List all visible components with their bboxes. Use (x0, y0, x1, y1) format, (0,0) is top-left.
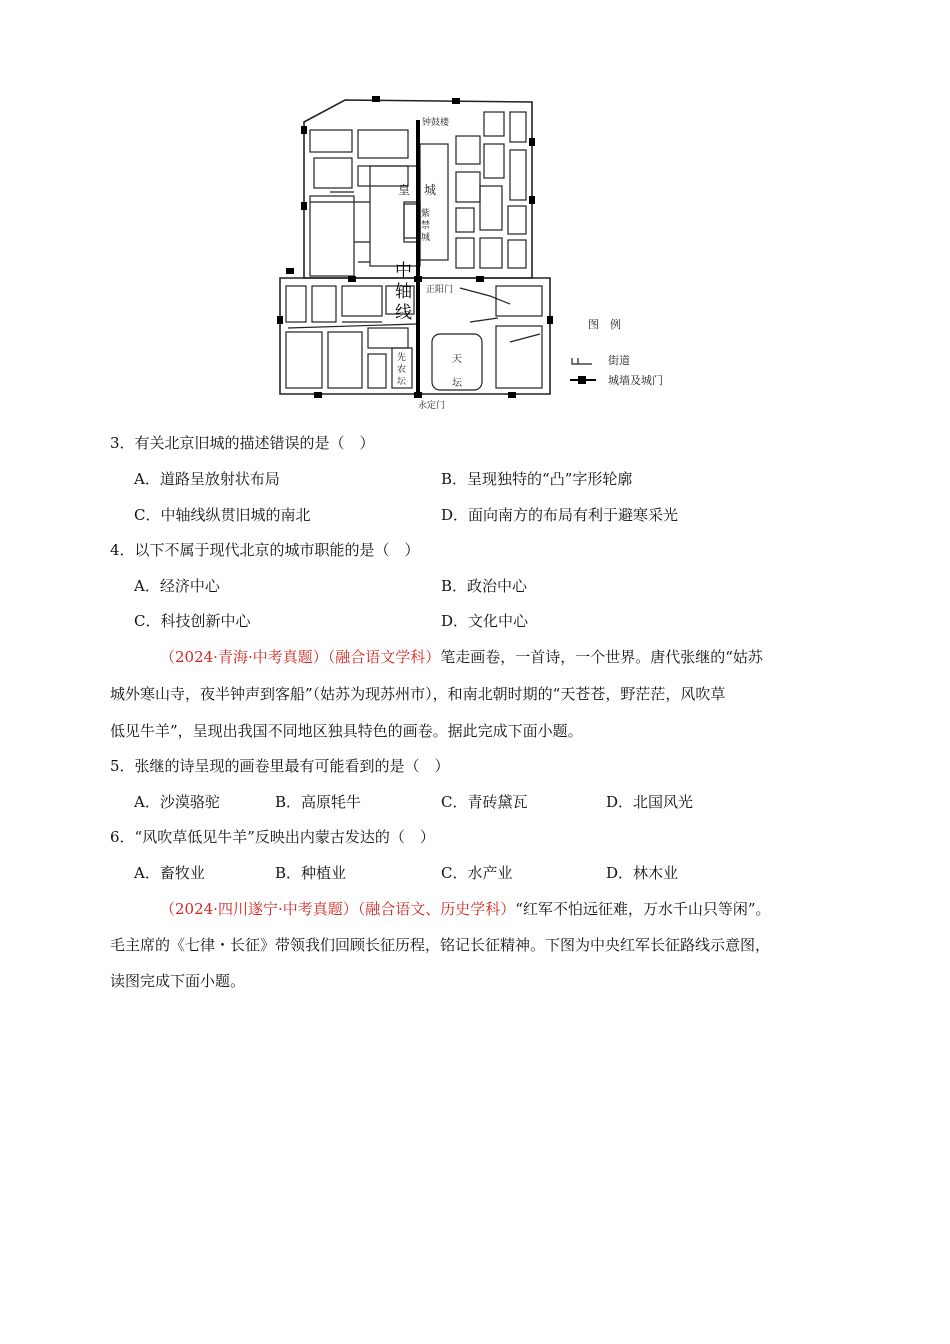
label-forbidden-city: 禁 (421, 221, 431, 231)
question-6-stem: 6．“风吹草低见牛羊”反映出内蒙古发达的（ ） (110, 828, 435, 846)
question-5-option-a[interactable]: A．沙漠骆驼 (134, 793, 220, 811)
legend-street: 街道 (608, 354, 630, 367)
question-4-stem: 4．以下不属于现代北京的城市职能的是（ ） (110, 541, 420, 559)
question-6-option-d[interactable]: D．林木业 (606, 864, 679, 882)
label-xiannong-altar: 农 (397, 365, 407, 375)
question-3-option-d[interactable]: D．面向南方的布局有利于避寒采光 (441, 506, 679, 524)
question-4-option-d[interactable]: D．文化中心 (441, 612, 529, 630)
label-xiannong-altar: 先 (397, 353, 407, 363)
question-3-option-b[interactable]: B．呈现独特的“凸”字形轮廓 (441, 470, 633, 488)
label-forbidden-city: 城 (421, 233, 431, 243)
label-yongding-gate: 永定门 (418, 401, 446, 411)
question-4-option-a[interactable]: A．经济中心 (134, 577, 220, 595)
question-4-option-c[interactable]: C．科技创新中心 (134, 612, 251, 630)
question-6-option-b[interactable]: B．种植业 (275, 864, 347, 882)
passage-1-source-tag: （2024·青海·中考真题）（融合语文学科） (160, 648, 441, 666)
passage-1-line: 城外寒山寺，夜半钟声到客船”（姑苏为现苏州市），和南北朝时期的“天苍苍，野茫茫，风吹草 (110, 685, 726, 703)
question-5-option-c[interactable]: C．青砖黛瓦 (441, 793, 528, 811)
label-forbidden-city: 紫 (421, 209, 431, 219)
passage-2-line (160, 899, 771, 919)
question-5-option-d[interactable]: D．北国风光 (606, 793, 694, 811)
question-3-option-c[interactable]: C．中轴线纵贯旧城的南北 (134, 506, 311, 524)
beijing-old-city-map (270, 92, 690, 412)
passage-1-text: 笔走画卷，一首诗，一个世界。唐代张继的“姑苏 (440, 648, 763, 666)
passage-2-line: 毛主席的《七律・长征》带领我们回顾长征历程，铭记长征精神。下图为中央红军长征路线示意图， (110, 936, 771, 954)
label-temple-of-heaven: 坛 (452, 378, 462, 389)
question-5-stem: 5．张继的诗呈现的画卷里最有可能看到的是（ ） (110, 757, 450, 775)
label-central-axis: 中 (395, 261, 412, 281)
label-xiannong-altar: 坛 (397, 377, 407, 387)
question-4-option-b[interactable]: B．政治中心 (441, 577, 528, 595)
question-3-option-a[interactable]: A．道路呈放射状布局 (134, 470, 280, 488)
passage-2-line: 读图完成下面小题。 (110, 972, 246, 990)
passage-2-text: “红军不怕远征难，万水千山只等闲”。 (515, 900, 771, 918)
label-central-axis: 线 (395, 303, 412, 323)
label-central-axis: 轴 (395, 282, 412, 302)
question-6-option-a[interactable]: A．畜牧业 (134, 864, 205, 882)
label-imperial-city: 皇 (398, 183, 411, 197)
label-zhengyang-gate: 正阳门 (426, 285, 454, 295)
legend-title: 图 例 (588, 318, 621, 331)
passage-2-source-tag: （2024·四川遂宁·中考真题）（融合语文、历史学科） (160, 900, 516, 918)
label-imperial-city: 城 (424, 183, 437, 197)
label-bell-drum: 钟鼓楼 (422, 118, 450, 128)
passage-1-line (160, 647, 763, 667)
label-temple-of-heaven: 天 (452, 354, 462, 365)
question-5-option-b[interactable]: B．高原牦牛 (275, 793, 362, 811)
question-6-option-c[interactable]: C．水产业 (441, 864, 513, 882)
passage-1-line: 低见牛羊”，呈现出我国不同地区独具特色的画卷。据此完成下面小题。 (110, 722, 583, 740)
question-3-stem: 3．有关北京旧城的描述错误的是（ ） (110, 434, 375, 452)
legend-city-wall: 城墙及城门 (608, 374, 663, 387)
